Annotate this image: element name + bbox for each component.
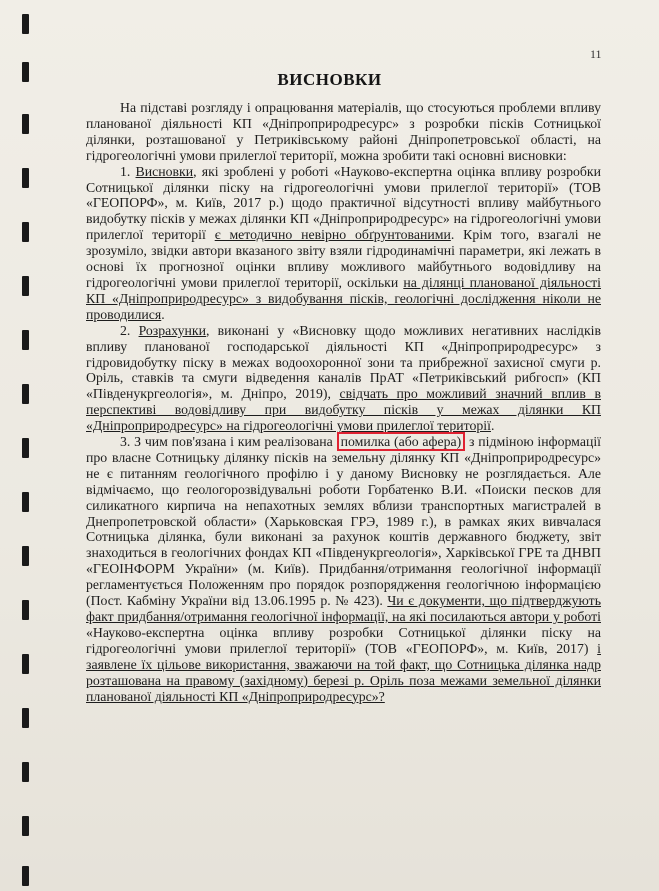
conclusion-1-paragraph xyxy=(86,164,601,323)
document-body xyxy=(86,100,601,704)
intro-paragraph: На підставі розгляду і опрацювання матеріалів, що стосуються проблеми впливу планованої діяльності КП «Дніпроприродресурс» з розробки пісків Сотницької ділянки, розташованої у Петриківському районі Дніпропетровської області, на гідрогеологічні умови прилеглої території, можна зробити такі основні висновки: xyxy=(86,100,601,163)
binding-hole xyxy=(22,816,29,836)
binding-hole xyxy=(22,168,29,188)
underlined-statement: свідчать про можливий значний вплив в перспективі водовідливу при видобутку пісків у межах ділянки КП «Дніпроприродресурс» на гідрогеологічні умови прилеглої території xyxy=(86,386,601,434)
binding-holes xyxy=(22,0,32,891)
binding-hole xyxy=(22,762,29,782)
item-number: 1. xyxy=(120,163,136,179)
binding-hole xyxy=(22,14,29,34)
term-calculations: Розрахунки xyxy=(138,322,207,338)
body-text: 3. З чим пов'язана і ким реалізована xyxy=(120,434,337,450)
binding-hole xyxy=(22,866,29,886)
item-number: 2. xyxy=(120,322,139,338)
underlined-statement: і заявлене їх цільове використання, зважаючи на той факт, що Сотницька ділянка надр розташована на правому (західному) березі р. Оріль поза межами земельної ділянки планованої діяльності КП «Дніпроприродресурс»? xyxy=(86,640,601,704)
binding-hole xyxy=(22,600,29,620)
conclusion-2-paragraph xyxy=(86,323,601,434)
body-text: , виконані у «Висновку щодо можливих негативних наслідків впливу планованої господарської діяльності КП «Дніпроприродресурс» з гідровидобутку піску в межах водоохоронної зони та прибрежної захисної смуги р. Оріль, ставків та смуги відведення каналів ПрАТ «Петриківський рибгосп» (КП «Південукргеологія», м. Дніпро, 2019), xyxy=(86,322,602,402)
body-text: «Науково-експертна оцінка впливу розробки Сотницької ділянки піску на гідрогеологічні умови прилеглої території» (ТОВ «ГЕОПОРФ», м. Київ, 2017) xyxy=(86,624,601,656)
page-number: 11 xyxy=(590,47,602,61)
binding-hole xyxy=(22,114,29,134)
body-text: , які зроблені у роботі «Науково-експертна оцінка впливу розробки Сотницької ділянки піску на гідрогеологічні умови прилеглої території» (ТОВ «ГЕОПОРФ», м. Київ, 2017 р.) щодо практичної відсутності впливу майбутнього видобутку пісків у межах ділянки КП «Дніпроприродресурс» на гідрогеологічні умови прилеглої території xyxy=(86,163,602,243)
binding-hole xyxy=(22,546,29,566)
page-title: ВИСНОВКИ xyxy=(277,70,382,89)
binding-hole xyxy=(22,708,29,728)
conclusion-3-paragraph xyxy=(86,434,601,704)
term-conclusions: Висновки xyxy=(135,163,194,179)
underlined-statement: є методично невірно обґрунтованими xyxy=(214,227,451,243)
body-text: . xyxy=(490,418,495,434)
binding-hole xyxy=(22,384,29,404)
underlined-statement: Чи є документи, що підтверджують факт придбання/отримання геологічної інформації, на які посилаються автори у роботі xyxy=(86,593,601,624)
binding-hole xyxy=(22,276,29,296)
binding-hole xyxy=(22,438,29,458)
underlined-statement: на ділянці планованої діяльності КП «Дніпроприродресурс» з видобування пісків, геологічні дослідження ніколи не проводилися xyxy=(86,274,601,322)
body-text: . xyxy=(161,306,165,322)
binding-hole xyxy=(22,330,29,350)
body-text: . Крім того, взагалі не зрозуміло, звідки автори вказаного звіту взяли гідродинамічні параметри, які лежать в основі їх прогнозної оцінки впливу можливого майбутнього водовідливу на гідрогеологічні умови прилеглої території, оскільки xyxy=(86,227,601,290)
binding-hole xyxy=(22,492,29,512)
binding-hole xyxy=(22,654,29,674)
body-text: з підміною інформації про власне Сотницьку ділянку пісків на земельну ділянку КП «Дніпроприродресурс» не є питанням геологічного профілю і у даному Висновку не розглядається. Але відмічаємо, що геологорозвідувальні роботи Горбатенко В.И. «Поиски песков для силикатного кирпича на непахотных землях вблизи транспортных магистралей в Днепропетровской области» (Харьковская ГРЭ, 1989 г.), в рамках яких вивчалася Сотницька ділянка, були виконані за рахунок коштів державного бюджету, звіт знаходиться в геологічних фондах КП «Південукргеологія», Харківської ГРЕ та ДНВП «ГЕОІНФОРМ України» (м. Київ). Придбання/отримання геологічної інформації регламентується Положенням про порядок розпорядження геологічною інформацією (Пост. Кабміну України від 13.06.1995 р. № 423). xyxy=(86,434,601,609)
highlighted-phrase: помилка (або афера) xyxy=(337,432,466,451)
binding-hole xyxy=(22,222,29,242)
